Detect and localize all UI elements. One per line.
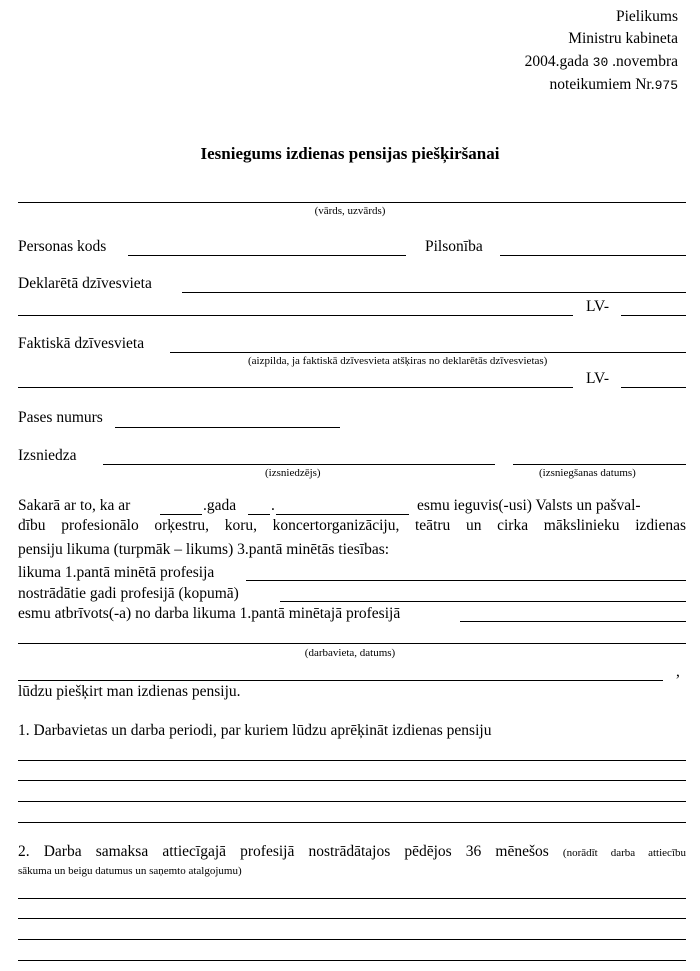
actual-residence-field[interactable] bbox=[170, 352, 686, 353]
issue-date-caption: (izsniegšanas datums) bbox=[539, 467, 636, 479]
section2-line-2[interactable] bbox=[18, 918, 686, 919]
workplace-line[interactable] bbox=[18, 643, 686, 644]
request-text: lūdzu piešķirt man izdienas pensiju. bbox=[18, 683, 241, 700]
header-appendix: Pielikums bbox=[615, 8, 678, 25]
section2-line-1[interactable] bbox=[18, 898, 686, 899]
declared-residence-label: Deklarētā dzīvesvieta bbox=[18, 275, 152, 292]
issue-date-field[interactable] bbox=[513, 464, 686, 465]
years-field[interactable] bbox=[280, 601, 686, 602]
p1-text-b: .gada bbox=[203, 497, 237, 514]
issuer-field[interactable] bbox=[103, 464, 495, 465]
header-date: 2004.gada 30 .novembra bbox=[524, 53, 678, 70]
section2-heading: 2. Darba samaksa attiecīgajā profesijā nostrādātajos pēdējos 36 mēnešos (norādīt darba attiecību bbox=[18, 843, 686, 860]
section1-line-2[interactable] bbox=[18, 780, 686, 781]
section2-note: sākuma un beigu datumus un saņemto atalgojumu) bbox=[18, 865, 242, 877]
page-title: Iesniegums izdienas pensijas piešķiršanai bbox=[200, 144, 500, 163]
actual-lv-label: LV- bbox=[586, 370, 609, 387]
issuer-caption: (izsniedzējs) bbox=[265, 467, 321, 479]
personal-code-field[interactable] bbox=[128, 255, 406, 256]
personal-code-label: Personas kods bbox=[18, 238, 107, 255]
citizenship-field[interactable] bbox=[500, 255, 686, 256]
citizenship-label: Pilsonība bbox=[425, 238, 483, 255]
section1-line-4[interactable] bbox=[18, 822, 686, 823]
day-field[interactable] bbox=[248, 514, 270, 515]
p1-text-a: Sakarā ar to, ka ar bbox=[18, 497, 131, 514]
actual-residence-label: Faktiskā dzīvesvieta bbox=[18, 335, 145, 352]
name-line[interactable] bbox=[18, 202, 686, 203]
section2-line-3[interactable] bbox=[18, 939, 686, 940]
name-caption: (vārds, uzvārds) bbox=[314, 205, 386, 217]
item2-label: nostrādātie gadi profesijā (kopumā) bbox=[18, 585, 239, 602]
released-field[interactable] bbox=[460, 621, 686, 622]
p1-text-c: . bbox=[271, 497, 275, 514]
header-regulation: noteikumiem Nr.975 bbox=[549, 76, 678, 93]
passport-label: Pases numurs bbox=[18, 409, 103, 426]
month-field[interactable] bbox=[276, 514, 409, 515]
p1-line2: dību profesionālo orķestru, koru, koncertorganizāciju, teātru un cirka mākslinieku izdienas bbox=[18, 517, 686, 534]
p1-text-d: esmu ieguvis(-usi) Valsts un pašval- bbox=[417, 497, 641, 514]
profession-field[interactable] bbox=[246, 580, 686, 581]
item3-label: esmu atbrīvots(-a) no darba likuma 1.pantā minētajā profesijā bbox=[18, 605, 401, 622]
section1-line-3[interactable] bbox=[18, 801, 686, 802]
section2-line-4[interactable] bbox=[18, 960, 686, 961]
declared-residence-field-2[interactable] bbox=[18, 315, 573, 316]
workplace-line-2[interactable] bbox=[18, 680, 663, 681]
passport-field[interactable] bbox=[115, 427, 340, 428]
workplace-caption: (darbavieta, datums) bbox=[304, 647, 396, 659]
actual-residence-field-2[interactable] bbox=[18, 387, 573, 388]
header-cabinet: Ministru kabineta bbox=[568, 30, 678, 47]
section1-heading: 1. Darbavietas un darba periodi, par kuriem lūdzu aprēķināt izdienas pensiju bbox=[18, 722, 492, 739]
issued-by-label: Izsniedza bbox=[18, 447, 77, 464]
declared-residence-field[interactable] bbox=[182, 292, 686, 293]
actual-residence-caption: (aizpilda, ja faktiskā dzīvesvieta atšķiras no deklarētās dzīvesvietas) bbox=[248, 355, 548, 367]
declared-postcode-field[interactable] bbox=[621, 315, 686, 316]
item1-label: likuma 1.pantā minētā profesija bbox=[18, 564, 215, 581]
section1-line-1[interactable] bbox=[18, 760, 686, 761]
actual-postcode-field[interactable] bbox=[621, 387, 686, 388]
p1-line3: pensiju likuma (turpmāk – likums) 3.pantā minētās tiesības: bbox=[18, 541, 390, 558]
comma: , bbox=[676, 663, 680, 680]
year-field[interactable] bbox=[160, 514, 202, 515]
declared-lv-label: LV- bbox=[586, 298, 609, 315]
